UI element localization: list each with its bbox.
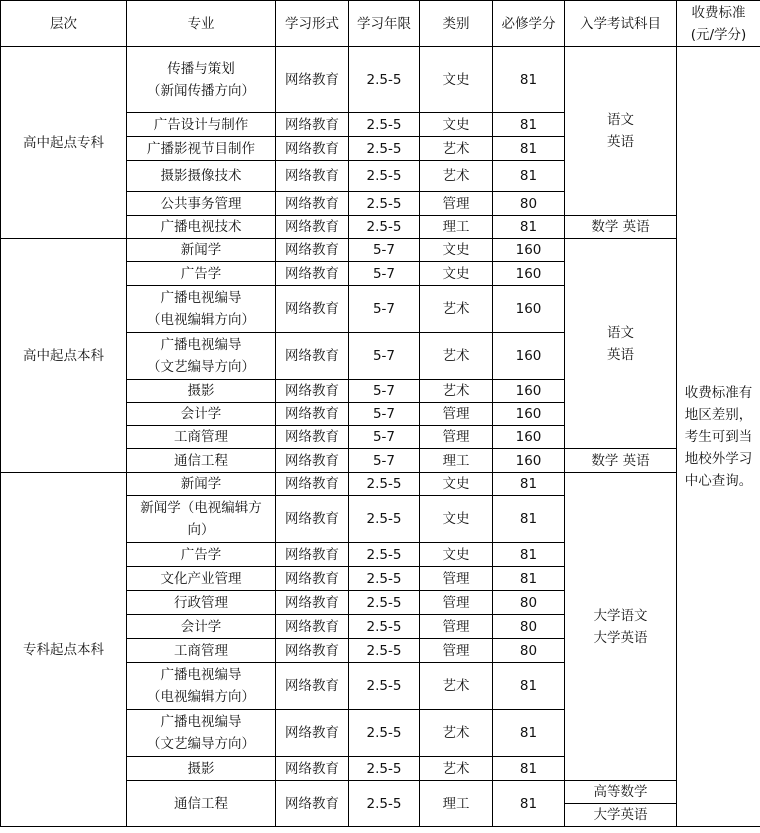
major-cell: 广告学 bbox=[127, 262, 276, 286]
level-cell: 高中起点本科 bbox=[1, 239, 127, 473]
fee-note-cell: 收费标准有 地区差别， 考生可到当 地校外学习 中心查询。 bbox=[677, 47, 760, 827]
category-cell: 文史 bbox=[420, 239, 493, 262]
category-cell: 管理 bbox=[420, 591, 493, 615]
major-cell: 通信工程 bbox=[127, 449, 276, 473]
major-cell: 广播电视编导 （文艺编导方向） bbox=[127, 333, 276, 380]
credits-cell: 160 bbox=[493, 239, 565, 262]
years-cell: 2.5-5 bbox=[349, 757, 420, 781]
years-cell: 2.5-5 bbox=[349, 543, 420, 567]
form-cell: 网络教育 bbox=[276, 781, 349, 827]
category-cell: 管理 bbox=[420, 426, 493, 449]
years-cell: 2.5-5 bbox=[349, 663, 420, 710]
major-cell: 广播影视节目制作 bbox=[127, 137, 276, 161]
header-category: 类别 bbox=[420, 1, 493, 47]
credits-cell: 160 bbox=[493, 286, 565, 333]
category-cell: 管理 bbox=[420, 615, 493, 639]
form-cell: 网络教育 bbox=[276, 113, 349, 137]
major-cell: 广告设计与制作 bbox=[127, 113, 276, 137]
credits-cell: 81 bbox=[493, 663, 565, 710]
category-cell: 艺术 bbox=[420, 710, 493, 757]
major-cell: 公共事务管理 bbox=[127, 192, 276, 216]
form-cell: 网络教育 bbox=[276, 591, 349, 615]
major-cell: 广播电视编导 （文艺编导方向） bbox=[127, 710, 276, 757]
form-cell: 网络教育 bbox=[276, 449, 349, 473]
major-cell: 广告学 bbox=[127, 543, 276, 567]
category-cell: 理工 bbox=[420, 781, 493, 827]
years-cell: 2.5-5 bbox=[349, 137, 420, 161]
header-years: 学习年限 bbox=[349, 1, 420, 47]
major-cell: 传播与策划 （新闻传播方向） bbox=[127, 47, 276, 113]
form-cell: 网络教育 bbox=[276, 137, 349, 161]
major-cell: 文化产业管理 bbox=[127, 567, 276, 591]
years-cell: 2.5-5 bbox=[349, 781, 420, 827]
form-cell: 网络教育 bbox=[276, 710, 349, 757]
category-cell: 艺术 bbox=[420, 663, 493, 710]
header-major: 专业 bbox=[127, 1, 276, 47]
credits-cell: 160 bbox=[493, 380, 565, 403]
category-cell: 管理 bbox=[420, 639, 493, 663]
category-cell: 艺术 bbox=[420, 380, 493, 403]
credits-cell: 81 bbox=[493, 216, 565, 239]
category-cell: 理工 bbox=[420, 216, 493, 239]
major-cell: 广播电视编导 （电视编辑方向） bbox=[127, 286, 276, 333]
category-cell: 文史 bbox=[420, 113, 493, 137]
major-cell: 摄影 bbox=[127, 757, 276, 781]
credits-cell: 81 bbox=[493, 113, 565, 137]
years-cell: 5-7 bbox=[349, 286, 420, 333]
form-cell: 网络教育 bbox=[276, 216, 349, 239]
form-cell: 网络教育 bbox=[276, 192, 349, 216]
category-cell: 理工 bbox=[420, 449, 493, 473]
credits-cell: 81 bbox=[493, 757, 565, 781]
years-cell: 5-7 bbox=[349, 333, 420, 380]
form-cell: 网络教育 bbox=[276, 262, 349, 286]
form-cell: 网络教育 bbox=[276, 161, 349, 192]
major-cell: 新闻学（电视编辑方 向） bbox=[127, 496, 276, 543]
years-cell: 2.5-5 bbox=[349, 591, 420, 615]
major-cell: 会计学 bbox=[127, 403, 276, 426]
category-cell: 艺术 bbox=[420, 333, 493, 380]
major-cell: 会计学 bbox=[127, 615, 276, 639]
exam-alt-cell: 数学 英语 bbox=[565, 449, 677, 473]
credits-cell: 80 bbox=[493, 615, 565, 639]
category-cell: 艺术 bbox=[420, 757, 493, 781]
years-cell: 5-7 bbox=[349, 426, 420, 449]
years-cell: 2.5-5 bbox=[349, 47, 420, 113]
form-cell: 网络教育 bbox=[276, 639, 349, 663]
major-cell: 新闻学 bbox=[127, 473, 276, 496]
years-cell: 2.5-5 bbox=[349, 161, 420, 192]
years-cell: 2.5-5 bbox=[349, 473, 420, 496]
category-cell: 管理 bbox=[420, 567, 493, 591]
years-cell: 5-7 bbox=[349, 239, 420, 262]
major-cell: 工商管理 bbox=[127, 639, 276, 663]
category-cell: 艺术 bbox=[420, 137, 493, 161]
credits-cell: 80 bbox=[493, 639, 565, 663]
header-exam: 入学考试科目 bbox=[565, 1, 677, 47]
exam-alt-cell: 数学 英语 bbox=[565, 216, 677, 239]
credits-cell: 160 bbox=[493, 262, 565, 286]
credits-cell: 81 bbox=[493, 47, 565, 113]
form-cell: 网络教育 bbox=[276, 757, 349, 781]
years-cell: 2.5-5 bbox=[349, 113, 420, 137]
credits-cell: 160 bbox=[493, 426, 565, 449]
form-cell: 网络教育 bbox=[276, 333, 349, 380]
exam-subjects-cell: 大学语文 大学英语 bbox=[565, 473, 677, 781]
category-cell: 文史 bbox=[420, 543, 493, 567]
years-cell: 5-7 bbox=[349, 449, 420, 473]
exam-alt-cell: 大学英语 bbox=[565, 804, 677, 827]
form-cell: 网络教育 bbox=[276, 426, 349, 449]
major-cell: 摄影摄像技术 bbox=[127, 161, 276, 192]
form-cell: 网络教育 bbox=[276, 239, 349, 262]
header-credits: 必修学分 bbox=[493, 1, 565, 47]
credits-cell: 81 bbox=[493, 496, 565, 543]
major-cell: 通信工程 bbox=[127, 781, 276, 827]
form-cell: 网络教育 bbox=[276, 286, 349, 333]
years-cell: 5-7 bbox=[349, 380, 420, 403]
years-cell: 5-7 bbox=[349, 262, 420, 286]
credits-cell: 81 bbox=[493, 543, 565, 567]
form-cell: 网络教育 bbox=[276, 496, 349, 543]
credits-cell: 81 bbox=[493, 710, 565, 757]
header-fee: 收费标准 (元/学分) bbox=[677, 1, 760, 47]
major-cell: 工商管理 bbox=[127, 426, 276, 449]
level-cell: 专科起点本科 bbox=[1, 473, 127, 827]
credits-cell: 81 bbox=[493, 781, 565, 827]
form-cell: 网络教育 bbox=[276, 543, 349, 567]
form-cell: 网络教育 bbox=[276, 615, 349, 639]
years-cell: 5-7 bbox=[349, 403, 420, 426]
credits-cell: 160 bbox=[493, 403, 565, 426]
credits-cell: 160 bbox=[493, 333, 565, 380]
category-cell: 管理 bbox=[420, 403, 493, 426]
credits-cell: 81 bbox=[493, 567, 565, 591]
credits-cell: 80 bbox=[493, 591, 565, 615]
form-cell: 网络教育 bbox=[276, 403, 349, 426]
category-cell: 艺术 bbox=[420, 286, 493, 333]
level-cell: 高中起点专科 bbox=[1, 47, 127, 239]
category-cell: 管理 bbox=[420, 192, 493, 216]
category-cell: 文史 bbox=[420, 47, 493, 113]
form-cell: 网络教育 bbox=[276, 380, 349, 403]
major-cell: 新闻学 bbox=[127, 239, 276, 262]
header-form: 学习形式 bbox=[276, 1, 349, 47]
major-cell: 摄影 bbox=[127, 380, 276, 403]
category-cell: 文史 bbox=[420, 496, 493, 543]
form-cell: 网络教育 bbox=[276, 567, 349, 591]
credits-cell: 160 bbox=[493, 449, 565, 473]
years-cell: 2.5-5 bbox=[349, 216, 420, 239]
major-cell: 广播电视技术 bbox=[127, 216, 276, 239]
form-cell: 网络教育 bbox=[276, 663, 349, 710]
years-cell: 2.5-5 bbox=[349, 567, 420, 591]
years-cell: 2.5-5 bbox=[349, 496, 420, 543]
credits-cell: 80 bbox=[493, 192, 565, 216]
years-cell: 2.5-5 bbox=[349, 639, 420, 663]
category-cell: 艺术 bbox=[420, 161, 493, 192]
years-cell: 2.5-5 bbox=[349, 710, 420, 757]
form-cell: 网络教育 bbox=[276, 473, 349, 496]
credits-cell: 81 bbox=[493, 161, 565, 192]
category-cell: 文史 bbox=[420, 262, 493, 286]
credits-cell: 81 bbox=[493, 137, 565, 161]
major-cell: 行政管理 bbox=[127, 591, 276, 615]
form-cell: 网络教育 bbox=[276, 47, 349, 113]
header-level: 层次 bbox=[1, 1, 127, 47]
category-cell: 文史 bbox=[420, 473, 493, 496]
exam-subjects-cell: 语文 英语 bbox=[565, 239, 677, 449]
exam-subjects-cell: 语文 英语 bbox=[565, 47, 677, 216]
years-cell: 2.5-5 bbox=[349, 615, 420, 639]
exam-alt-cell: 高等数学 bbox=[565, 781, 677, 804]
years-cell: 2.5-5 bbox=[349, 192, 420, 216]
major-cell: 广播电视编导 （电视编辑方向） bbox=[127, 663, 276, 710]
credits-cell: 81 bbox=[493, 473, 565, 496]
